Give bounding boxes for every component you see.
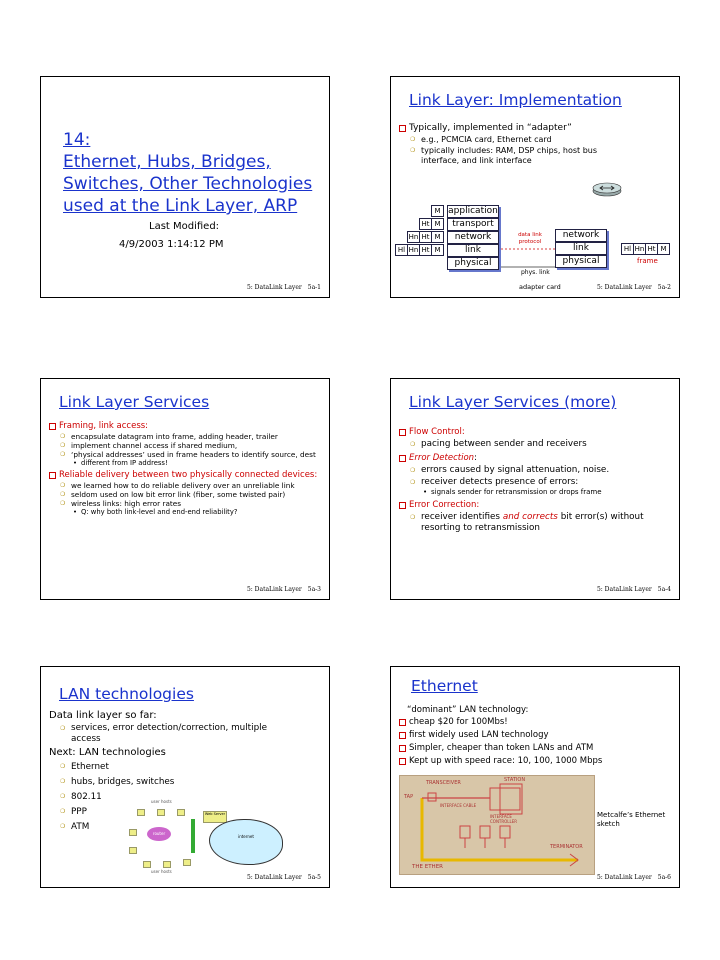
list-item: ❍ PPP xyxy=(49,805,325,819)
page-number: 5a-5 xyxy=(307,874,321,881)
host-icon xyxy=(129,829,137,836)
hn-header-box: Hn xyxy=(408,233,419,241)
phys-link-label: phys. link xyxy=(521,269,550,276)
slide-footer: 5: DataLink Layer 5a-6 xyxy=(596,874,671,881)
slide-5 xyxy=(40,666,330,888)
sketch-label: THE ETHER xyxy=(412,864,443,870)
right-layer-physical: physical xyxy=(555,255,607,268)
title-line: 14: xyxy=(63,130,91,150)
host-icon xyxy=(183,859,191,866)
bullet: Simpler, cheaper than token LANs and ATM xyxy=(399,743,675,754)
intro-text: “dominant” LAN technology: xyxy=(407,705,529,715)
adapter-card-label: adapter card xyxy=(519,283,561,291)
sub-bullet: ❍ receiver detects presence of errors: xyxy=(399,477,675,488)
page-number: 5a-3 xyxy=(307,586,321,593)
message-box: M xyxy=(431,244,444,256)
sketch-label: TAP xyxy=(404,794,414,800)
sketch-label: INTERFACE CABLE xyxy=(440,803,477,808)
paragraph: Next: LAN technologies xyxy=(49,747,166,758)
sketch-label: TRANSCEIVER xyxy=(426,780,461,786)
message-box: M xyxy=(431,205,444,217)
hn-header-box: Hn xyxy=(408,246,419,254)
title-line: used at the Link Layer, ARP xyxy=(63,196,298,216)
frame-label: frame xyxy=(637,257,658,265)
right-layer-network: network xyxy=(555,229,607,242)
sub-bullet: ❍ ‘physical addresses’ used in frame headers to identify source, dest xyxy=(49,450,325,459)
slide-title: LAN technologies xyxy=(59,685,194,703)
sub-sub-bullet: • Q: why both link-level and end-end reliability? xyxy=(49,508,325,517)
host-icon xyxy=(129,847,137,854)
slide-footer: 5: DataLink Layer 5a-5 xyxy=(246,874,321,881)
slide-1-title xyxy=(63,129,312,217)
router-icon xyxy=(591,181,623,197)
title-line: Switches, Other Technologies xyxy=(63,174,313,194)
web-server-box: Web Server xyxy=(203,811,227,823)
page-number: 5a-1 xyxy=(307,284,321,291)
message-box: M xyxy=(431,231,444,243)
slide-title: Link Layer: Implementation xyxy=(409,91,622,109)
right-layer-link: link xyxy=(555,242,607,255)
router-blob: router xyxy=(147,827,171,841)
sub-bullet: ❍ implement channel access if shared medium, xyxy=(49,441,325,450)
slide-footer: 5: DataLink Layer 5a-4 xyxy=(596,586,671,593)
ht-header-box: Ht xyxy=(419,244,432,256)
ht-header-box: Ht xyxy=(419,218,432,230)
last-modified-label: Last Modified: xyxy=(149,221,220,232)
last-modified-value: 4/9/2003 1:14:12 PM xyxy=(119,239,224,250)
slide-3 xyxy=(40,378,330,600)
ht-header-box: Ht xyxy=(645,243,658,255)
metcalfe-sketch xyxy=(399,775,595,875)
layer-link: link xyxy=(447,244,499,257)
sketch-label: TERMINATOR xyxy=(550,844,583,850)
diagram-label: user hosts xyxy=(151,799,172,804)
sub-bullet: ❍ wireless links: high error rates xyxy=(49,499,325,508)
bullet: first widely used LAN technology xyxy=(399,730,675,741)
list-item: ❍ hubs, bridges, switches xyxy=(49,775,325,789)
slide-title: Ethernet xyxy=(411,677,478,695)
host-icon xyxy=(137,809,145,816)
message-box: M xyxy=(657,243,670,255)
layer-physical: physical xyxy=(447,257,499,270)
layer-network: network xyxy=(447,231,499,244)
host-icon xyxy=(177,809,185,816)
bullet: Error Detection: xyxy=(399,453,675,464)
bullet: cheap $20 for 100Mbs! xyxy=(399,717,675,728)
layer-transport: transport xyxy=(447,218,499,231)
bullet: Flow Control: xyxy=(399,427,675,438)
sketch-drawing xyxy=(400,776,594,874)
list-item: ❍ 802.11 xyxy=(49,790,325,804)
page-number: 5a-6 xyxy=(657,874,671,881)
protocol-label: data link protocol xyxy=(518,232,542,245)
sketch-label: STATION xyxy=(504,777,526,783)
sub-bullet: ❍ encapsulate datagram into frame, adding header, trailer xyxy=(49,432,325,441)
slide-footer: 5: DataLink Layer 5a-2 xyxy=(596,284,671,291)
switch-bar xyxy=(191,819,195,853)
paragraph: Data link layer so far: xyxy=(49,710,157,721)
sub-bullet: ❍ errors caused by signal attenuation, noise. xyxy=(399,465,675,476)
message-box: M xyxy=(431,218,444,230)
slide-title: Link Layer Services (more) xyxy=(409,393,617,411)
slide-6 xyxy=(390,666,680,888)
ht-header-box: Ht xyxy=(419,231,432,243)
slide-footer: 5: DataLink Layer 5a-1 xyxy=(246,284,321,291)
sub-bullet: ❍ services, error detection/correction, multiple access xyxy=(49,723,281,745)
host-icon xyxy=(157,809,165,816)
list-item: ❍ ATM xyxy=(49,820,325,834)
sub-bullet: ❍ we learned how to do reliable delivery over an unreliable link xyxy=(49,481,325,490)
title-line: Ethernet, Hubs, Bridges, xyxy=(63,152,271,172)
sketch-caption: Metcalfe’s Ethernet sketch xyxy=(597,811,666,828)
diagram-label: user hosts xyxy=(151,869,172,874)
bullet: Error Correction: xyxy=(399,500,675,511)
slide-1 xyxy=(40,76,330,298)
list-item: ❍ Ethernet xyxy=(49,760,325,774)
internet-cloud: internet xyxy=(209,819,283,865)
slide-title: Link Layer Services xyxy=(59,393,210,411)
sub-bullet: ❍ seldom used on low bit error link (fiber, some twisted pair) xyxy=(49,490,325,499)
layer-application: application xyxy=(448,206,498,216)
slide-footer: 5: DataLink Layer 5a-3 xyxy=(246,586,321,593)
page-number: 5a-4 xyxy=(657,586,671,593)
host-icon xyxy=(143,861,151,868)
bullet: Typically, implemented in “adapter” xyxy=(399,123,675,134)
slide-4 xyxy=(390,378,680,600)
slide-2 xyxy=(390,76,680,298)
lan-diagram xyxy=(129,799,299,875)
adapter-diagram xyxy=(391,77,680,298)
sketch-label: INTERFACE CONTROLLER xyxy=(490,814,518,824)
bullet: Framing, link access: xyxy=(49,421,325,432)
sub-sub-bullet: • different from IP address! xyxy=(49,459,325,468)
hl-header-box: Hl xyxy=(395,244,408,256)
sub-sub-bullet: • signals sender for retransmission or drops frame xyxy=(399,488,675,497)
sub-bullet: ❍ receiver identifies and corrects bit error(s) without resorting to retransmission xyxy=(399,512,651,534)
host-icon xyxy=(163,861,171,868)
hl-header-box: Hl xyxy=(621,243,634,255)
bullet: Reliable delivery between two physically connected devices: xyxy=(49,470,325,481)
page-number: 5a-2 xyxy=(657,284,671,291)
sub-bullet: ❍ pacing between sender and receivers xyxy=(399,439,675,450)
sub-bullet: ❍ e.g., PCMCIA card, Ethernet card xyxy=(399,135,675,145)
bullet: Kept up with speed race: 10, 100, 1000 Mbps xyxy=(399,756,675,767)
hn-header-box: Hn xyxy=(634,245,645,253)
sub-bullet: ❍ typically includes: RAM, DSP chips, host bus interface, and link interface xyxy=(399,146,631,166)
